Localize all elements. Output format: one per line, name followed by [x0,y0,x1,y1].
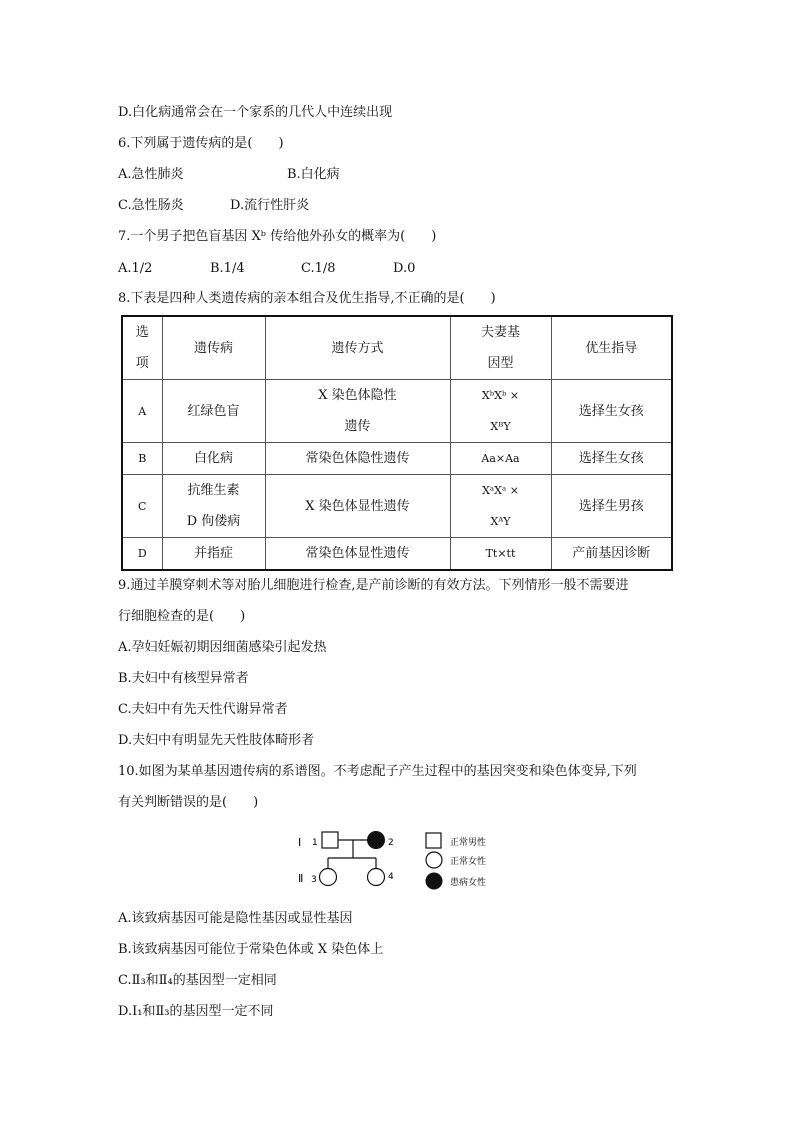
individual-1-label: 1 [312,838,318,848]
cell-genotype: XᵃXᵃ × XᴬY [450,475,551,538]
q7-option-d: D.0 [393,261,416,276]
q9-option-b: B.夫妇中有核型异常者 [118,671,249,686]
q5-option-d: D.白化病通常会在一个家系的几代人中连续出现 [118,105,393,120]
individual-4-normal-female [368,869,385,886]
cell-genotype: Aa×Aa [450,443,551,475]
table-row [122,538,672,571]
q6-option-d: D.流行性肝炎 [230,198,310,213]
legend-normal-male-icon [426,833,441,848]
legend-affected-female-icon [426,873,442,889]
q6-stem: 6.下列属于遗传病的是( ) [118,136,284,151]
genetic-disease-table [121,315,673,571]
cell-mode: X 染色体隐性 遗传 [265,380,450,443]
cell-disease: 并指症 [162,538,265,571]
q10-option-b: B.该致病基因可能位于常染色体或 X 染色体上 [118,942,384,957]
q9-stem-line1: 9.通过羊膜穿刺术等对胎儿细胞进行检查,是产前诊断的有效方法。下列情形一般不需要进 [118,578,629,593]
header-option: 选 项 [122,316,162,380]
cell-disease: 红绿色盲 [162,380,265,443]
individual-1-normal-male [322,832,338,848]
legend-normal-female-icon [426,852,442,868]
individual-2-affected-female [368,832,385,849]
legend-normal-female-label: 正常女性 [450,857,487,867]
pedigree-chart [290,822,510,894]
q7-stem: 7.一个男子把色盲基因 Xᵇ 传给他外孙女的概率为( ) [118,229,437,244]
table-row [122,443,672,475]
q6-option-c: C.急性肠炎 [118,198,184,213]
table-row [122,475,672,538]
individual-4-label: 4 [388,872,394,882]
cell-guidance: 产前基因诊断 [551,538,672,571]
individual-2-label: 2 [388,838,394,848]
q9-stem-line2: 行细胞检查的是( ) [118,609,246,624]
q9-option-c: C.夫妇中有先天性代谢异常者 [118,702,288,717]
q6-option-a: A.急性肺炎 [118,167,184,182]
cell-option: B [122,443,162,475]
q10-stem-line1: 10.如图为某单基因遗传病的系谱图。不考虑配子产生过程中的基因突变和染色体变异,下列 [118,764,637,779]
q7-option-c: C.1/8 [301,261,336,276]
q10-option-a: A.该致病基因可能是隐性基因或显性基因 [118,911,353,926]
generation-2-label: Ⅱ [298,872,304,885]
header-guidance: 优生指导 [551,316,672,380]
cell-genotype: Tt×tt [450,538,551,571]
legend-normal-male-label: 正常男性 [450,838,487,848]
q6-option-b: B.白化病 [287,167,340,182]
q7-option-b: B.1/4 [210,261,245,276]
legend-affected-female-label: 患病女性 [450,878,487,888]
cell-option: A [122,380,162,443]
cell-mode: 常染色体隐性遗传 [265,443,450,475]
cell-disease: 白化病 [162,443,265,475]
cell-mode: X 染色体显性遗传 [265,475,450,538]
q10-stem-line2: 有关判断错误的是( ) [118,795,259,810]
header-disease: 遗传病 [162,316,265,380]
cell-mode: 常染色体显性遗传 [265,538,450,571]
table-row [122,380,672,443]
cell-guidance: 选择生男孩 [551,475,672,538]
cell-guidance: 选择生女孩 [551,380,672,443]
individual-3-normal-female [320,869,337,886]
table-header-row [122,316,672,380]
header-mode: 遗传方式 [265,316,450,380]
q10-option-d: D.Ⅰ₁和Ⅱ₃的基因型一定不同 [118,1004,274,1019]
q9-option-d: D.夫妇中有明显先天性肢体畸形者 [118,733,315,748]
q9-option-a: A.孕妇妊娠初期因细菌感染引起发热 [118,640,327,655]
header-genotype: 夫妻基 因型 [450,316,551,380]
individual-3-label: 3 [311,875,317,885]
generation-1-label: Ⅰ [298,836,302,849]
q7-option-a: A.1/2 [118,261,153,276]
cell-option: D [122,538,162,571]
q8-stem: 8.下表是四种人类遗传病的亲本组合及优生指导,不正确的是( ) [118,291,496,306]
q10-option-c: C.Ⅱ₃和Ⅱ₄的基因型一定相同 [118,973,277,988]
cell-genotype: XᵇXᵇ × XᴮY [450,380,551,443]
cell-guidance: 选择生女孩 [551,443,672,475]
cell-option: C [122,475,162,538]
cell-disease: 抗维生素 D 佝偻病 [162,475,265,538]
